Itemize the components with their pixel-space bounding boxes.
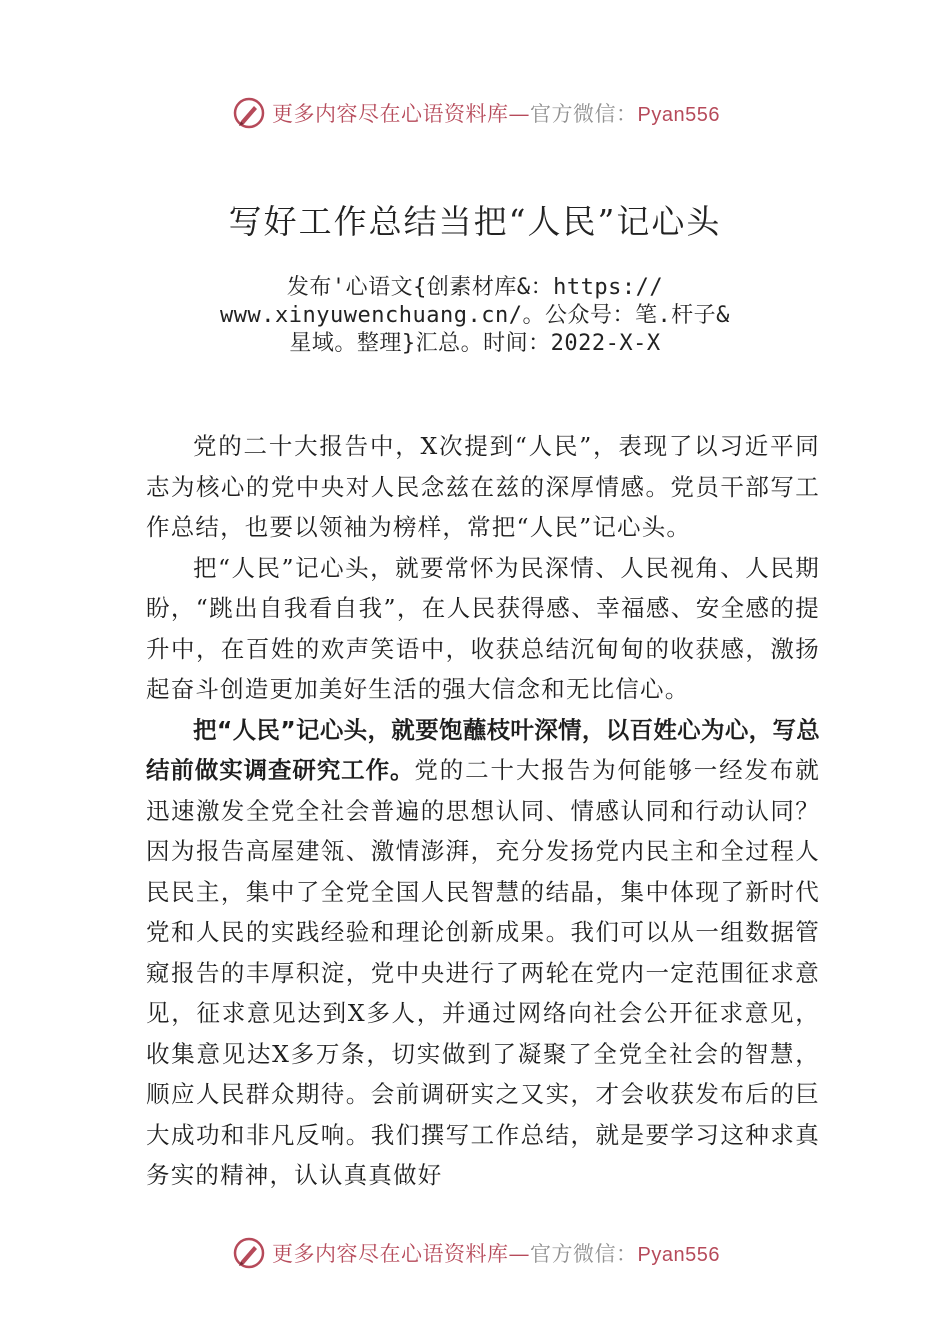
document-title: 写好工作总结当把“人民”记心头 [228, 202, 722, 241]
paragraph [146, 710, 820, 1196]
banner-dash: — [508, 102, 530, 126]
banner-text [272, 1240, 720, 1269]
document-body [146, 426, 820, 1196]
banner-wechat-id: Pyan556 [637, 104, 720, 126]
header-banner [0, 94, 950, 134]
footer-banner [0, 1234, 950, 1274]
banner-slogan: 更多内容尽在心语资料库 [272, 102, 509, 126]
pen-logo-icon [232, 1236, 266, 1270]
pen-logo-icon [232, 96, 266, 130]
banner-slogan: 更多内容尽在心语资料库 [272, 1242, 509, 1266]
banner-wechat-label: 官方微信： [530, 1242, 638, 1266]
paragraph: 把“人民”记心头，就要常怀为民深情、人民视角、人民期盼，“跳出自我看自我”，在人民获得感、幸福感、安全感的提升中，在百姓的欢声笑语中，收获总结沉甸甸的收获感，激扬起奋斗创造更加美好生活的强大信念和无比信心。 [146, 553, 820, 703]
meta-line: 星域。整理}汇总。时间：2022-X-X [289, 331, 661, 356]
paragraph: 党的二十大报告中，X次提到“人民”，表现了以习近平同志为核心的党中央对人民念兹在兹的深厚情感。党员干部写工作总结，也要以领袖为榜样，常把“人民”记心头。 [146, 432, 820, 541]
meta-line: 发布'心语文{创素材库&：https:// [286, 275, 664, 300]
paragraph-lead-bold: 把“人民”记心头，就要饱蘸枝叶深情，以百姓心为心，写总结前做实调查研究工作。 [146, 715, 820, 784]
banner-wechat-label: 官方微信： [530, 102, 638, 126]
paragraph-text: 党的二十大报告为何能够一经发布就迅速激发全党全社会普遍的思想认同、情感认同和行动认同？因为报告高屋建瓴、激情澎湃，充分发扬党内民主和全过程人民民主，集中了全党全国人民智慧的结晶，集中体现了新时代党和人民的实践经验和理论创新成果。我们可以从一组数据管窥报告的丰厚积淀，党中央进行了两轮在党内一定范围征求意见，征求意见达到X多人，并通过网络向社会公开征求意见，收集意见达X多万条，切实做到了凝聚了全党全社会的智慧，顺应人民群众期待。会前调研实之又实，才会收获发布后的巨大成功和非凡反响。我们撰写工作总结，就是要学习这种求真务实的精神，认认真真做好 [146, 756, 820, 1189]
banner-text [272, 100, 720, 129]
document-meta [150, 274, 800, 358]
banner-wechat-id: Pyan556 [637, 1244, 720, 1266]
meta-line: www.xinyuwenchuang.cn/。公众号：笔.杆子& [220, 303, 730, 328]
banner-dash: — [508, 1242, 530, 1266]
